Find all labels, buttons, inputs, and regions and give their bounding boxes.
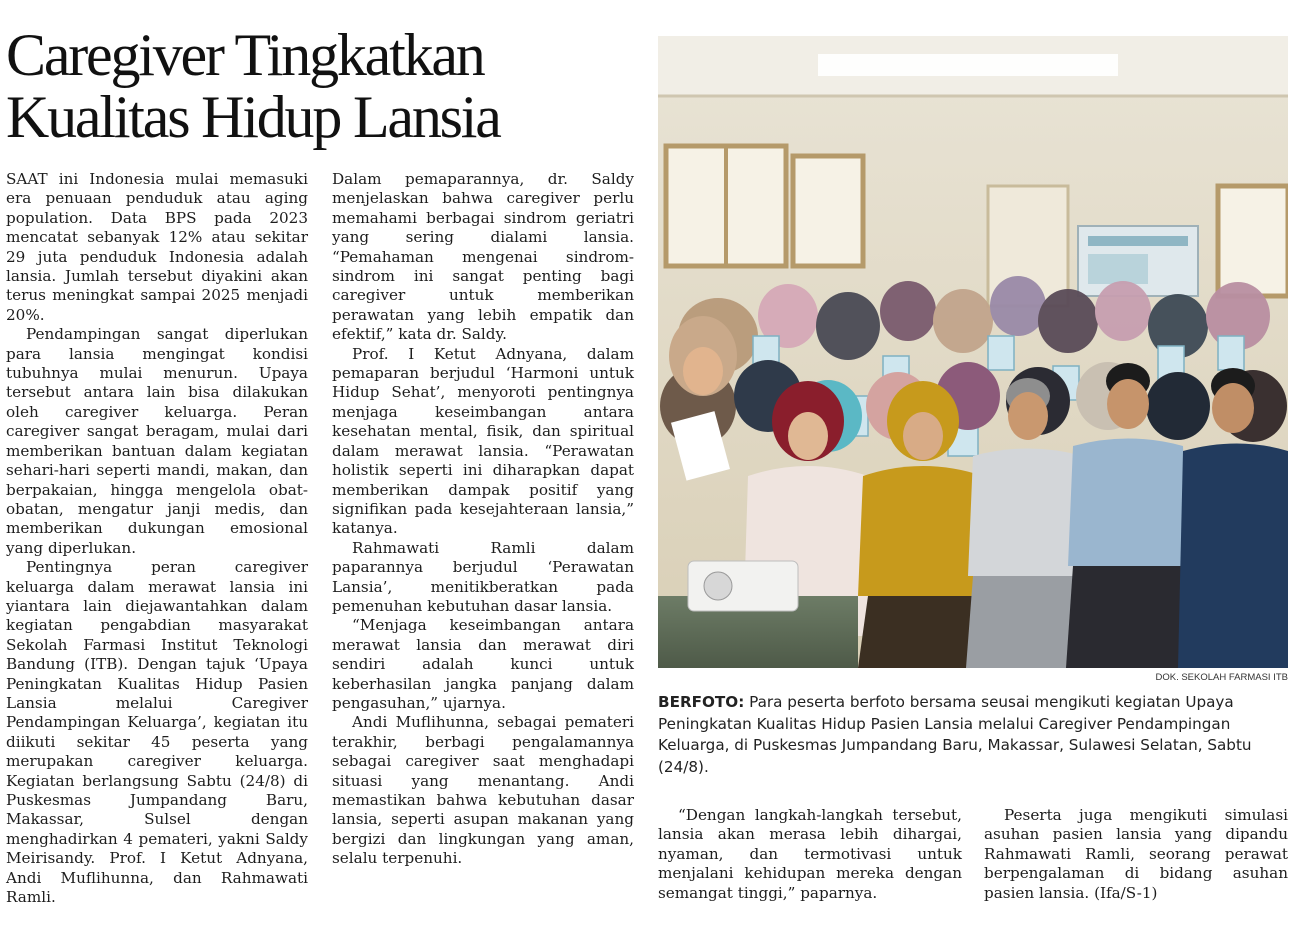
- paragraph: Dalam pemaparannya, dr. Saldy menjelaskan bahwa caregiver perlu memahami berbagai sindrom geriatri yang sering dialami lansia. “Pemahaman mengenai sindrom-sindrom ini sangat penting bagi caregiver untuk memberikan perawatan yang lebih empatik dan efektif,” kata dr. Saldy.: [332, 170, 634, 344]
- headline-line-2: Kualitas Hidup Lansia: [6, 84, 500, 150]
- paragraph: Pendampingan sangat diperlukan para lansia mengingat kondisi tubuhnya mulai menurun. Upaya tersebut antara lain bisa dilakukan oleh caregiver keluarga. Peran caregiver sangat beragam, mulai dari memberikan bantuan dalam kegiatan sehari-hari seperti mandi, makan, dan berpakaian, hingga mengelola obat-obatan, mengatur janji medis, dan memberikan dukungan emosional yang diperlukan.: [6, 325, 308, 557]
- photo-credit: DOK. SEKOLAH FARMASI ITB: [1155, 672, 1288, 683]
- photo-caption: [658, 692, 1288, 778]
- group-photo: [658, 36, 1288, 668]
- article-column-1: [6, 170, 308, 907]
- article-column-4: [984, 806, 1288, 903]
- headline-line-1: Caregiver Tingkatkan: [6, 22, 484, 88]
- paragraph: Andi Muflihunna, sebagai pemateri terakhir, berbagi pengalamannya sebagai caregiver saat menghadapi situasi yang menantang. Andi memastikan bahwa kebutuhan dasar lansia, seperti asupan makanan yang bergizi dan lingkungan yang aman, selalu terpenuhi.: [332, 713, 634, 868]
- paragraph: Pentingnya peran caregiver keluarga dalam merawat lansia ini yiantara lain diejawantahkan dalam kegiatan pengabdian masyarakat Sekolah Farmasi Institut Teknologi Bandung (ITB). Dengan tajuk ‘Upaya Peningkatan Kualitas Hidup Pasien Lansia melalui Caregiver Pendampingan Keluarga’, kegiatan itu diikuti sekitar 45 peserta yang merupakan caregiver keluarga. Kegiatan berlangsung Sabtu (24/8) di Puskesmas Jumpandang Baru, Makassar, Sulsel dengan menghadirkan 4 pemateri, yakni Saldy Meirisandy. Prof. I Ketut Adnyana, Andi Muflihunna, dan Rahmawati Ramli.: [6, 558, 308, 907]
- paragraph: “Dengan langkah-langkah tersebut, lansia akan merasa lebih dihargai, nyaman, dan termotivasi untuk menjalani kehidupan mereka dengan semangat tinggi,” paparnya.: [658, 806, 962, 902]
- article-column-2: [332, 170, 634, 869]
- caption-label: BERFOTO:: [658, 693, 745, 711]
- paragraph: SAAT ini Indonesia mulai memasuki era penuaan penduduk atau aging population. Data BPS pada 2023 mencatat sebanyak 12% atau sekitar 29 juta penduduk Indonesia adalah lansia. Jumlah tersebut diyakini akan terus meningkat sampai 2025 menjadi 20%.: [6, 170, 308, 324]
- article-column-3: [658, 806, 962, 903]
- paragraph: Prof. I Ketut Adnyana, dalam pemaparan berjudul ‘Harmoni untuk Hidup Sehat’, menyoroti pentingnya menjaga keseimbangan antara kesehatan mental, fisik, dan spiritual dalam merawat lansia. “Perawatan holistik seperti ini diharapkan dapat memberikan dampak positif yang signifikan pada kesejahteraan lansia,” katanya.: [332, 344, 634, 538]
- group-photo-illustration: [658, 36, 1288, 668]
- paragraph: “Menjaga keseimbangan antara merawat lansia dan merawat diri sendiri adalah kunci untuk keberhasilan jangka panjang dalam pengasuhan,” ujarnya.: [332, 616, 634, 712]
- caption-text: Para peserta berfoto bersama seusai mengikuti kegiatan Upaya Peningkatan Kualitas Hidup Pasien Lansia melalui Caregiver Pendampingan Keluarga, di Puskesmas Jumpandang Baru, Makassar, Sulawesi Selatan, Sabtu (24/8).: [658, 693, 1252, 776]
- headline: [6, 24, 646, 148]
- paragraph: Rahmawati Ramli dalam paparannya berjudul ‘Perawatan Lansia’, menitikberatkan pada pemenuhan kebutuhan dasar lansia.: [332, 538, 634, 615]
- paragraph: Peserta juga mengikuti simulasi asuhan pasien lansia yang dipandu Rahmawati Ramli, seorang perawat berpengalaman di bidang asuhan pasien lansia. (Ifa/S-1): [984, 806, 1288, 902]
